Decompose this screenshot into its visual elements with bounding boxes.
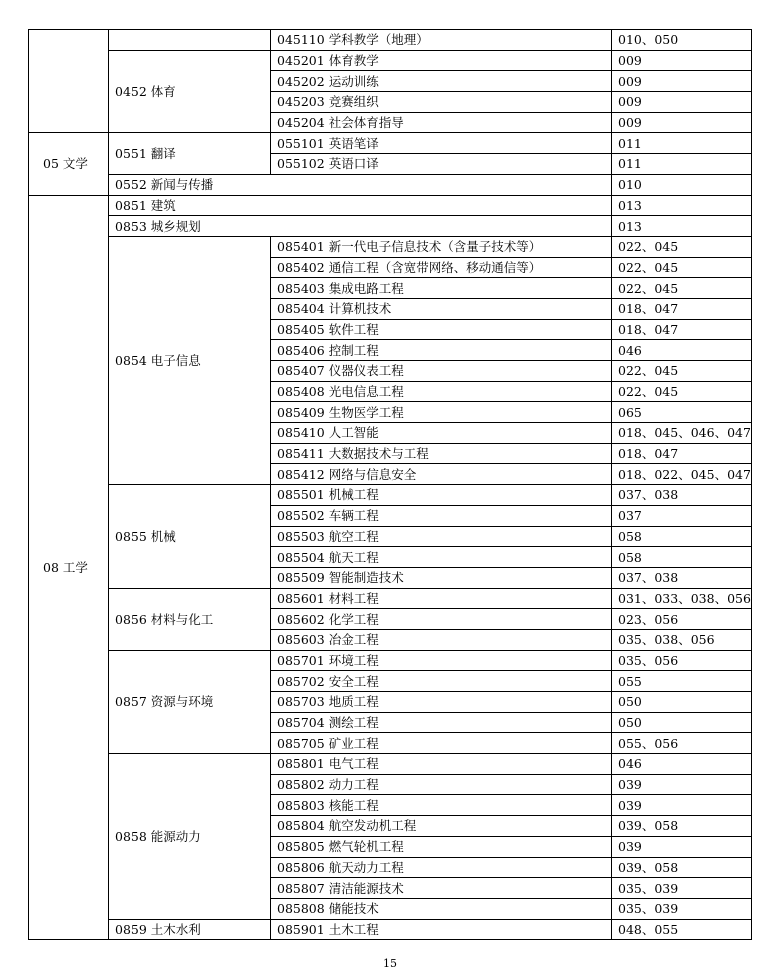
subfield-cell: 085701 环境工程: [271, 650, 612, 671]
subfield-cell: 045204 社会体育指导: [271, 112, 612, 133]
subfield-cell: 085503 航空工程: [271, 526, 612, 547]
table-row: [29, 195, 752, 216]
table-row: [29, 485, 752, 506]
field-cell: 0856 材料与化工: [109, 588, 271, 650]
field-cell: 0853 城乡规划: [109, 216, 612, 237]
codes-cell: 035、039: [612, 898, 752, 919]
subfield-cell: 085408 光电信息工程: [271, 381, 612, 402]
field-cell: 0857 资源与环境: [109, 650, 271, 753]
codes-cell: 018、022、045、047: [612, 464, 752, 485]
codes-cell: 022、045: [612, 257, 752, 278]
codes-cell: 031、033、038、056: [612, 588, 752, 609]
codes-cell: 018、047: [612, 319, 752, 340]
codes-cell: 048、055: [612, 919, 752, 940]
codes-cell: 022、045: [612, 236, 752, 257]
codes-cell: 058: [612, 547, 752, 568]
subfield-cell: 085402 通信工程（含宽带网络、移动通信等）: [271, 257, 612, 278]
codes-cell: 011: [612, 154, 752, 175]
table-row: [29, 754, 752, 775]
subfield-cell: 085806 航天动力工程: [271, 857, 612, 878]
field-cell: 0551 翻译: [109, 133, 271, 174]
table-row: [29, 216, 752, 237]
category-cell: 05 文学: [29, 133, 109, 195]
codes-cell: 046: [612, 340, 752, 361]
field-cell: 0851 建筑: [109, 195, 612, 216]
codes-cell: 055: [612, 671, 752, 692]
subfield-cell: 085807 清洁能源技术: [271, 878, 612, 899]
subfield-cell: 085704 测绘工程: [271, 712, 612, 733]
subfield-cell: 085405 软件工程: [271, 319, 612, 340]
subfield-cell: 085808 储能技术: [271, 898, 612, 919]
codes-cell: 035、038、056: [612, 629, 752, 650]
subfield-cell: 085401 新一代电子信息技术（含量子技术等）: [271, 236, 612, 257]
codes-cell: 010、050: [612, 30, 752, 51]
table-row: [29, 174, 752, 195]
codes-cell: 009: [612, 71, 752, 92]
subfield-cell: 085805 燃气轮机工程: [271, 836, 612, 857]
codes-cell: 035、056: [612, 650, 752, 671]
field-cell: 0452 体育: [109, 50, 271, 133]
codes-cell: 022、045: [612, 278, 752, 299]
field-cell: 0854 电子信息: [109, 236, 271, 484]
table-row: [29, 50, 752, 71]
table-row: [29, 30, 752, 51]
subfield-cell: 085802 动力工程: [271, 774, 612, 795]
codes-cell: 013: [612, 216, 752, 237]
codes-cell: 039: [612, 836, 752, 857]
codes-cell: 018、047: [612, 443, 752, 464]
codes-cell: 050: [612, 712, 752, 733]
codes-cell: 009: [612, 92, 752, 113]
codes-cell: 039: [612, 774, 752, 795]
subfield-cell: 085702 安全工程: [271, 671, 612, 692]
table-row: [29, 133, 752, 154]
field-cell: 0859 土木水利: [109, 919, 271, 940]
field-cell: 0552 新闻与传播: [109, 174, 612, 195]
subfield-cell: 085410 人工智能: [271, 423, 612, 444]
page-number: 15: [383, 957, 397, 970]
subfield-cell: 045203 竞赛组织: [271, 92, 612, 113]
subfield-cell: 085509 智能制造技术: [271, 567, 612, 588]
field-cell: [109, 30, 271, 51]
table-row: [29, 236, 752, 257]
codes-cell: 037、038: [612, 485, 752, 506]
subfield-cell: 085804 航空发动机工程: [271, 816, 612, 837]
subfield-cell: 085602 化学工程: [271, 609, 612, 630]
subfield-cell: 085603 冶金工程: [271, 629, 612, 650]
codes-cell: 035、039: [612, 878, 752, 899]
table-row: [29, 650, 752, 671]
subfield-cell: 085601 材料工程: [271, 588, 612, 609]
subfield-cell: 085502 车辆工程: [271, 505, 612, 526]
subfield-cell: 085409 生物医学工程: [271, 402, 612, 423]
codes-cell: 013: [612, 195, 752, 216]
subfield-cell: 085407 仪器仪表工程: [271, 361, 612, 382]
codes-cell: 039、058: [612, 816, 752, 837]
subfield-cell: 085403 集成电路工程: [271, 278, 612, 299]
codes-cell: 011: [612, 133, 752, 154]
codes-cell: 055、056: [612, 733, 752, 754]
degree-codes-table: [28, 29, 752, 940]
codes-cell: 037、038: [612, 567, 752, 588]
category-cell: 08 工学: [29, 195, 109, 940]
codes-cell: 039、058: [612, 857, 752, 878]
codes-cell: 010: [612, 174, 752, 195]
category-cell: [29, 30, 109, 133]
subfield-cell: 085504 航天工程: [271, 547, 612, 568]
subfield-cell: 085703 地质工程: [271, 692, 612, 713]
codes-cell: 022、045: [612, 381, 752, 402]
subfield-cell: 045110 学科教学（地理）: [271, 30, 612, 51]
subfield-cell: 085801 电气工程: [271, 754, 612, 775]
codes-cell: 050: [612, 692, 752, 713]
table-row: [29, 588, 752, 609]
subfield-cell: 085406 控制工程: [271, 340, 612, 361]
codes-cell: 022、045: [612, 361, 752, 382]
subfield-cell: 085803 核能工程: [271, 795, 612, 816]
codes-cell: 039: [612, 795, 752, 816]
subfield-cell: 055101 英语笔译: [271, 133, 612, 154]
codes-cell: 046: [612, 754, 752, 775]
codes-cell: 023、056: [612, 609, 752, 630]
field-cell: 0855 机械: [109, 485, 271, 588]
subfield-cell: 085705 矿业工程: [271, 733, 612, 754]
subfield-cell: 045201 体育教学: [271, 50, 612, 71]
codes-cell: 018、045、046、047: [612, 423, 752, 444]
subfield-cell: 055102 英语口译: [271, 154, 612, 175]
codes-cell: 018、047: [612, 298, 752, 319]
codes-cell: 009: [612, 50, 752, 71]
subfield-cell: 045202 运动训练: [271, 71, 612, 92]
codes-cell: 065: [612, 402, 752, 423]
subfield-cell: 085404 计算机技术: [271, 298, 612, 319]
subfield-cell: 085412 网络与信息安全: [271, 464, 612, 485]
field-cell: 0858 能源动力: [109, 754, 271, 920]
subfield-cell: 085901 土木工程: [271, 919, 612, 940]
table-body: [29, 30, 752, 940]
codes-cell: 009: [612, 112, 752, 133]
table-row: [29, 919, 752, 940]
codes-cell: 058: [612, 526, 752, 547]
codes-cell: 037: [612, 505, 752, 526]
subfield-cell: 085501 机械工程: [271, 485, 612, 506]
subfield-cell: 085411 大数据技术与工程: [271, 443, 612, 464]
